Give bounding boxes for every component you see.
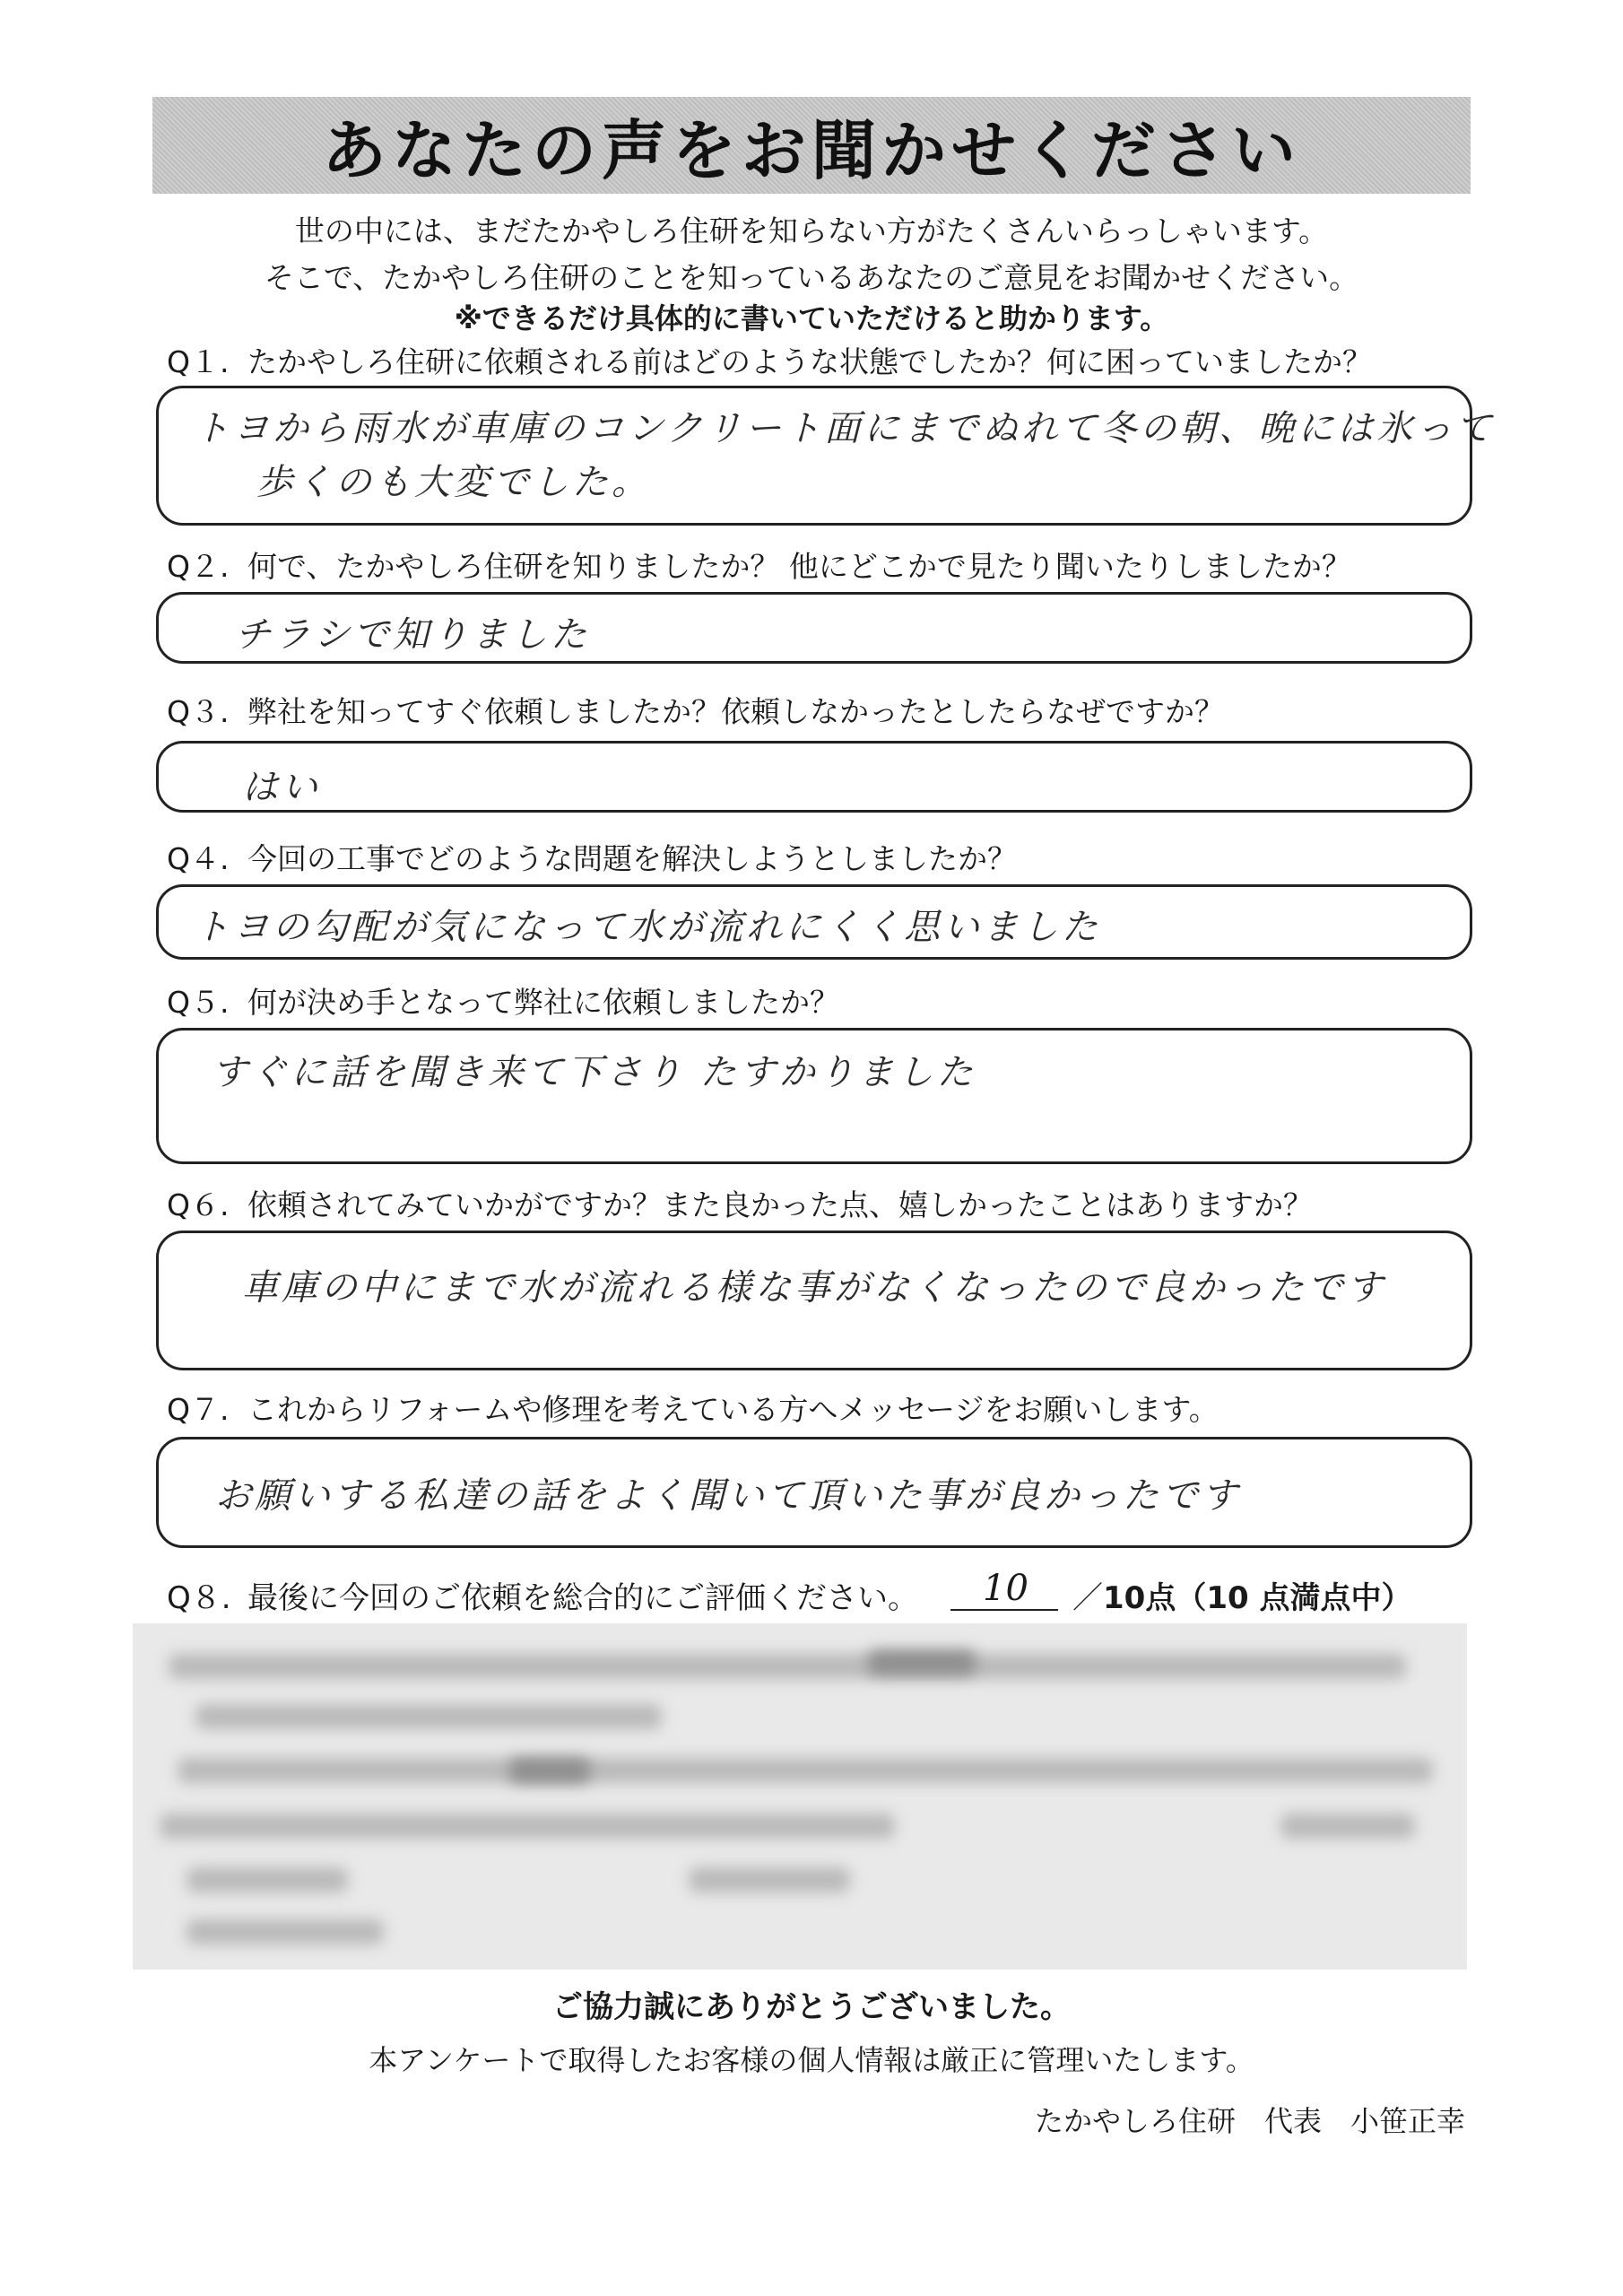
page-title: あなたの声をお聞かせください [321,113,1301,188]
question-8 [167,1573,918,1617]
intro-note: ※できるだけ具体的に書いていただけると助かります。 [454,301,1169,335]
question-number: Q１. [167,344,230,379]
question-1 [167,339,1372,381]
intro-line-2: そこで、たかやしろ住研のことを知っているあなたのご意見をお聞かせください。 [264,260,1359,295]
question-number: Q２. [167,549,230,584]
redacted-personal-info [133,1623,1467,1970]
answer-2: チラシで知りました [235,614,590,656]
score-unit: 点 [1145,1580,1176,1616]
question-text: 何が決め手となって弊社に依頼しましたか？ [247,985,839,1020]
question-7 [167,1387,1219,1429]
question-number: Q３. [167,694,230,729]
signature: たかやしろ住研 代表 小笹正幸 [1034,2104,1465,2138]
privacy-notice: 本アンケートで取得したお客様の個人情報は厳正に管理いたします。 [369,2043,1254,2077]
question-number: Q６. [167,1187,230,1222]
question-number: Q７. [167,1392,230,1427]
thanks-message: ご協力誠にありがとうございました。 [552,1989,1071,2025]
question-6 [167,1182,1313,1224]
question-text: 今回の工事でどのような問題を解決しようとしましたか？ [247,841,1017,876]
question-2 [167,544,1351,586]
answer-4: トヨの勾配が気になって水が流れにくく思いました [194,907,1101,948]
answer-box-3 [156,741,1472,813]
question-text: 何で、たかやしろ住研を知りましたか？ 他にどこかで見たり聞いたりしましたか？ [247,549,1351,584]
question-4 [167,836,1017,878]
intro-line-1: 世の中には、まだたかやしろ住研を知らない方がたくさんいらっしゃいます。 [294,213,1329,248]
score-value: 10 [983,1568,1028,1609]
title-band [152,97,1471,194]
score-max: 10 [1103,1580,1146,1616]
question-5 [167,979,839,1022]
answer-7: お願いする私達の話をよく聞いて頂いた事が良かったです [215,1475,1241,1517]
answer-1-line-1: トヨから雨水が車庫のコンクリート面にまでぬれて冬の朝、晩には氷って [194,408,1496,449]
question-number: Q８. [167,1580,231,1616]
answer-1-line-2: 歩くのも大変でした。 [256,462,651,503]
score-underline [950,1609,1058,1611]
score-note: （10 点満点中） [1176,1580,1412,1616]
answer-3: はい [242,767,321,808]
question-text: たかやしろ住研に依頼される前はどのような状態でしたか？何に困っていましたか？ [247,344,1372,379]
question-text: 依頼されてみていかがですか？また良かった点、嬉しかったことはありますか？ [247,1187,1313,1222]
question-number: Q４. [167,841,230,876]
answer-5: すぐに話を聞き来て下さり たすかりました [212,1052,976,1093]
answer-6: 車庫の中にまで水が流れる様な事がなくなったので良かったです [242,1267,1386,1309]
question-number: Q５. [167,985,230,1020]
question-text: 最後に今回のご依頼を総合的にご評価ください。 [247,1580,918,1616]
score-suffix [1072,1573,1411,1617]
score-slash: ／ [1072,1580,1103,1616]
question-text: 弊社を知ってすぐ依頼しましたか？依頼しなかったとしたらなぜですか？ [247,694,1224,729]
question-3 [167,689,1224,731]
question-text: これからリフォームや修理を考えている方へメッセージをお願いします。 [247,1392,1219,1427]
